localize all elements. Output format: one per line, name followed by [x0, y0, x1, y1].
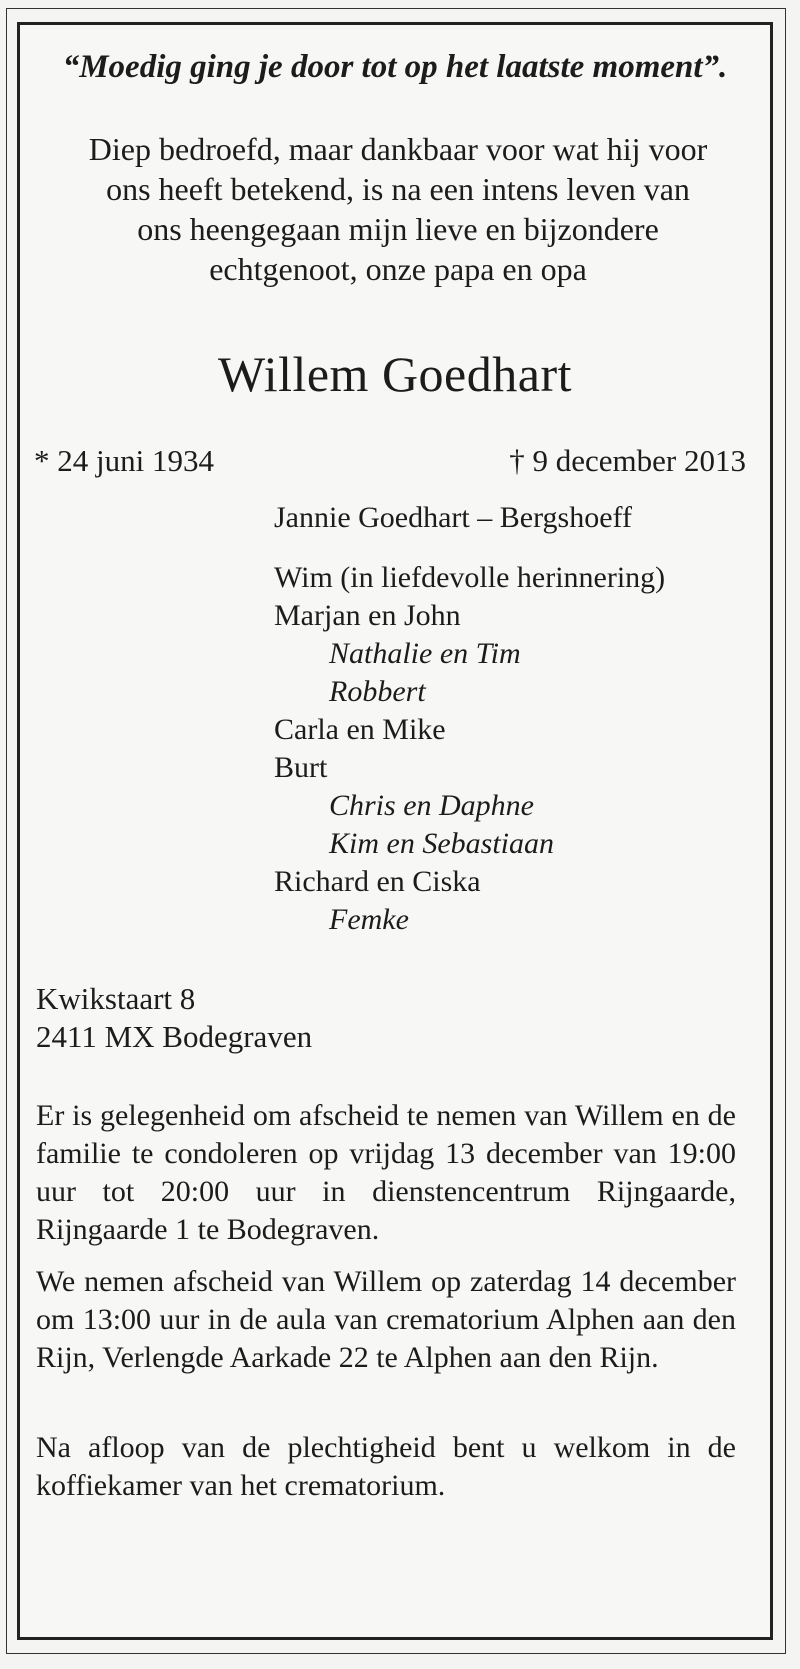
intro-line: Diep bedroefd, maar dankbaar voor wat hij voor [88, 131, 708, 167]
family-member: Wim (in liefdevolle herinnering) [274, 561, 666, 594]
grandchild-member: Chris en Daphne [329, 789, 534, 822]
condolence-paragraph: Er is gelegenheid om afscheid te nemen van Willem en de familie te condoleren op vrijdag 13 december van 19:00 uur tot 20:00 uur in dienstencentrum Rijngaarde, Rijngaarde 1 te Bodegraven. [36, 1099, 736, 1246]
deceased-name: Willem Goedhart [218, 346, 572, 402]
intro-text [40, 129, 756, 289]
birth-date: * 24 juni 1934 [34, 443, 214, 478]
coffee-room-paragraph: Na afloop van de plechtigheid bent u welkom in de koffiekamer van het crematorium. [36, 1431, 736, 1502]
death-date: † 9 december 2013 [509, 443, 746, 478]
grandchild-member: Femke [329, 903, 409, 936]
address-city: 2411 MX Bodegraven [36, 1019, 313, 1054]
family-member: Carla en Mike [274, 713, 446, 746]
intro-line: ons heeft betekend, is na een intens leven van [106, 171, 690, 207]
motto-quote: “Moedig ging je door tot op het laatste moment”. [62, 49, 728, 85]
spouse-name: Jannie Goedhart – Bergshoeff [274, 501, 632, 534]
grandchild-member: Robbert [329, 675, 426, 708]
family-member: Richard en Ciska [274, 865, 481, 898]
grandchild-member: Nathalie en Tim [329, 637, 521, 670]
announcement-frame [17, 22, 773, 1640]
family-member: Burt [274, 751, 328, 784]
address-street: Kwikstaart 8 [36, 981, 196, 1016]
farewell-paragraph: We nemen afscheid van Willem op zaterdag 14 december om 13:00 uur in de aula van crematorium Alphen aan den Rijn, Verlengde Aarkade 22 te Alphen aan den Rijn. [36, 1265, 736, 1374]
intro-line: ons heengegaan mijn lieve en bijzondere [137, 211, 659, 247]
grandchild-member: Kim en Sebastiaan [329, 827, 554, 860]
intro-line: echtgenoot, onze papa en opa [209, 251, 587, 287]
family-member: Marjan en John [274, 599, 461, 632]
announcement-content [20, 25, 770, 1637]
